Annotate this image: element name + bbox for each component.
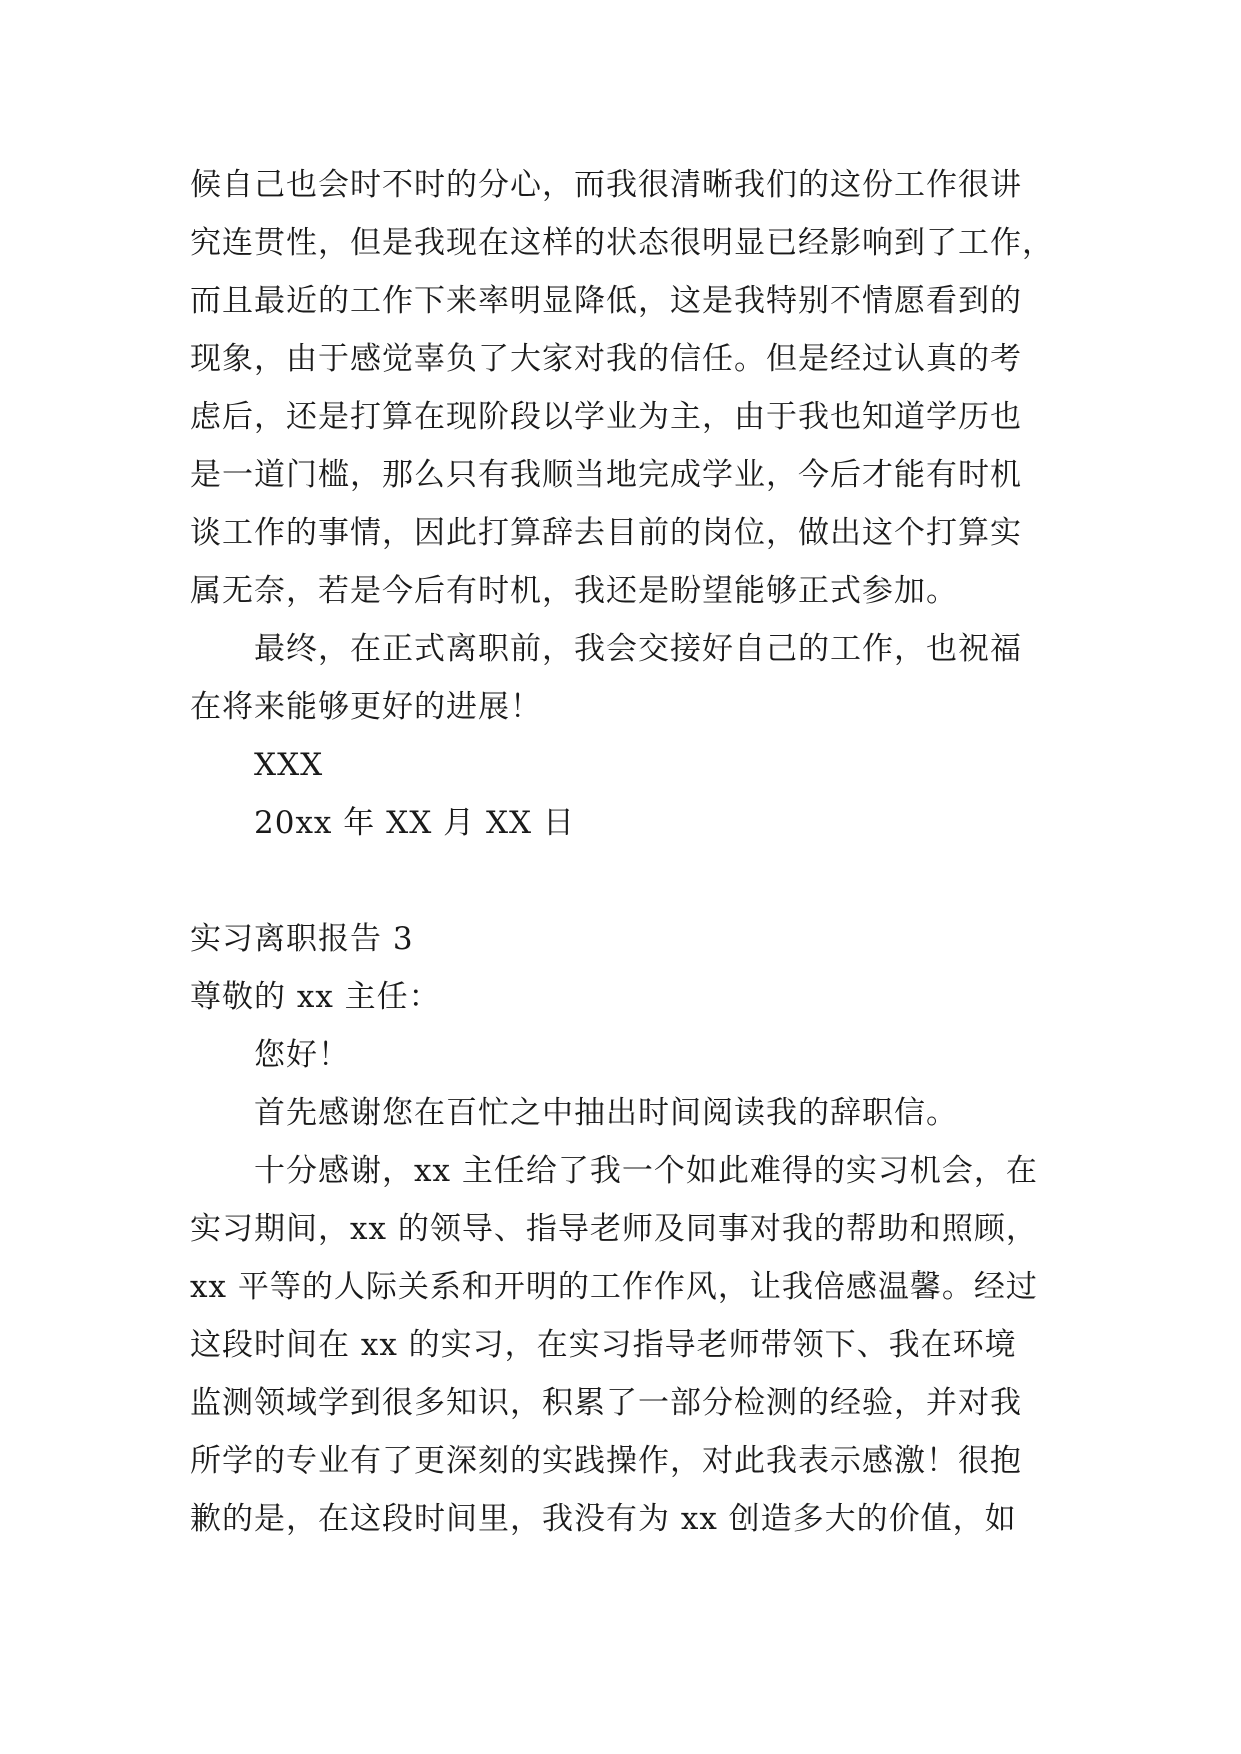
paragraph-line: 首先感谢您在百忙之中抽出时间阅读我的辞职信。 [254, 1095, 958, 1131]
paragraph-line: 在将来能够更好的进展！ [190, 689, 542, 725]
paragraph-line: 而且最近的工作下来率明显降低，这是我特别不情愿看到的 [190, 283, 1022, 319]
paragraph-line: 监测领域学到很多知识，积累了一部分检测的经验，并对我 [190, 1385, 1022, 1421]
paragraph-line: xx 平等的人际关系和开明的工作作风，让我倍感温馨。经过 [190, 1269, 1038, 1305]
paragraph-line: 候自己也会时不时的分心，而我很清晰我们的这份工作很讲 [190, 167, 1022, 203]
greeting: 您好！ [254, 1037, 350, 1073]
paragraph-line: 十分感谢，xx 主任给了我一个如此难得的实习机会，在 [254, 1153, 1038, 1189]
paragraph-line: 所学的专业有了更深刻的实践操作，对此我表示感激！很抱 [190, 1443, 1022, 1479]
paragraph-line: 谈工作的事情，因此打算辞去目前的岗位，做出这个打算实 [190, 515, 1022, 551]
signature-date: 20xx 年 XX 月 XX 日 [254, 805, 575, 841]
section-title: 实习离职报告 3 [190, 921, 414, 957]
paragraph-line: 虑后，还是打算在现阶段以学业为主，由于我也知道学历也 [190, 399, 1022, 435]
salutation: 尊敬的 xx 主任： [190, 979, 441, 1015]
paragraph-line: 究连贯性，但是我现在这样的状态很明显已经影响到了工作， [190, 225, 1054, 261]
paragraph-line: 是一道门槛，那么只有我顺当地完成学业，今后才能有时机 [190, 457, 1022, 493]
paragraph-line: 实习期间，xx 的领导、指导老师及同事对我的帮助和照顾， [190, 1211, 1038, 1247]
signature-name: XXX [254, 747, 324, 783]
paragraph-line: 歉的是，在这段时间里，我没有为 xx 创造多大的价值，如 [190, 1501, 1017, 1537]
paragraph-line: 最终，在正式离职前，我会交接好自己的工作，也祝福 [254, 631, 1022, 667]
paragraph-line: 现象，由于感觉辜负了大家对我的信任。但是经过认真的考 [190, 341, 1022, 377]
paragraph-line: 这段时间在 xx 的实习，在实习指导老师带领下、我在环境 [190, 1327, 1017, 1363]
paragraph-line: 属无奈，若是今后有时机，我还是盼望能够正式参加。 [190, 573, 958, 609]
